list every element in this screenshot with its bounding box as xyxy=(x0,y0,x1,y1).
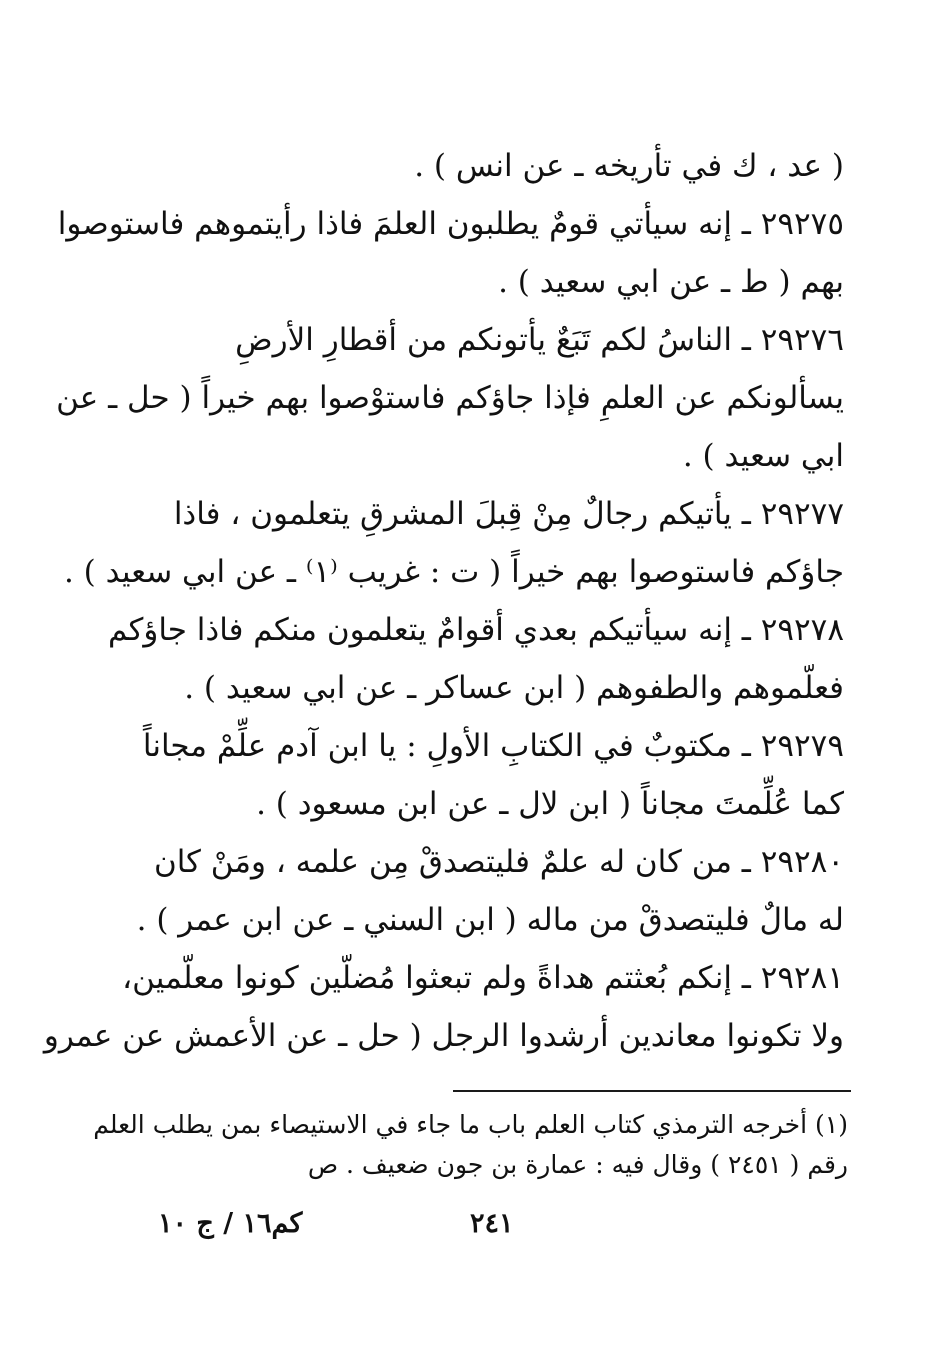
footnote xyxy=(93,1105,848,1185)
text-line: جاؤكم فاستوصوا بهم خيراً ( ت : غريب ⁽١⁾ ـ عن ابي سعيد ) . xyxy=(63,554,844,591)
text-line: ٢٩٢٧٧ ـ يأتيكم رجالٌ مِنْ قِبلَ المشرقِ يتعلمون ، فاذا xyxy=(173,496,844,533)
text-line: ( عد ، ك في تأريخه ـ عن انس ) . xyxy=(414,148,844,185)
text-line: له مالٌ فليتصدقْ من ماله ( ابن السني ـ عن ابن عمر ) . xyxy=(136,902,844,939)
text-line: بهم ( ط ـ عن ابي سعيد ) . xyxy=(498,264,844,301)
text-line: ٢٩٢٨١ ـ إنكم بُعثتم هداةً ولم تبعثوا مُضلّين كونوا معلّمين، xyxy=(122,960,844,997)
text-line: ٢٩٢٧٥ ـ إنه سيأتي قومٌ يطلبون العلمَ فاذا رأيتموهم فاستوصوا xyxy=(57,206,844,243)
text-line: ٢٩٢٧٦ ـ الناسُ لكم تَبَعٌ يأتونكم من أقطارِ الأرضِ xyxy=(235,322,844,359)
hadith-text-block xyxy=(43,138,844,1066)
text-line: فعلّموهم والطفوهم ( ابن عساكر ـ عن ابي سعيد ) . xyxy=(184,670,844,707)
volume-signature: كم١٦ / ج ١٠ xyxy=(158,1208,303,1239)
text-line: ٢٩٢٧٨ ـ إنه سيأتيكم بعدي أقوامٌ يتعلمون منكم فاذا جاؤكم xyxy=(107,612,844,649)
text-line: كما عُلِّمتَ مجاناً ( ابن لال ـ عن ابن مسعود ) . xyxy=(256,786,844,823)
footnote-line: رقم ( ٢٤٥١ ) وقال فيه : عمارة بن جون ضعيف . ص xyxy=(307,1150,848,1179)
footnote-divider xyxy=(453,1090,851,1092)
page-number: ٢٤١ xyxy=(470,1208,514,1239)
text-line: يسألونكم عن العلمِ فإذا جاؤكم فاستوْصوا بهم خيراً ( حل ـ عن xyxy=(56,380,844,417)
text-line: ولا تكونوا معاندين أرشدوا الرجل ( حل ـ عن الأعمش عن عمرو xyxy=(43,1018,844,1055)
text-line: ٢٩٢٨٠ ـ من كان له علمٌ فليتصدقْ مِن علمه ، ومَنْ كان xyxy=(153,844,844,881)
footnote-line: (١) أخرجه الترمذي كتاب العلم باب ما جاء في الاستيصاء بمن يطلب العلم xyxy=(93,1110,848,1139)
text-line: ٢٩٢٧٩ ـ مكتوبٌ في الكتابِ الأولِ : يا ابن آدم علِّمْ مجاناً xyxy=(142,728,844,765)
text-line: ابي سعيد ) . xyxy=(682,438,844,475)
